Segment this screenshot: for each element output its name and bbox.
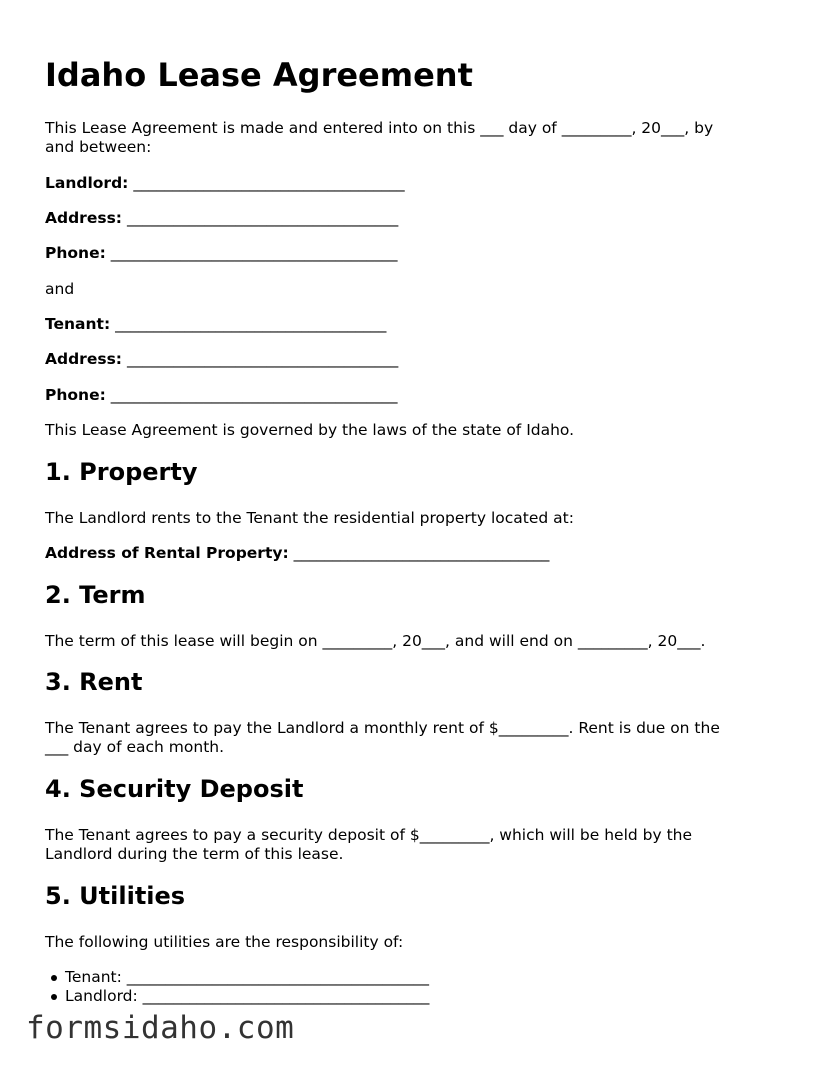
rent-text-line-1: The Tenant agrees to pay the Landlord a monthly rent of $_________. Rent is due on the: [45, 719, 720, 737]
list-item: [65, 968, 429, 987]
utilities-landlord-item: Landlord: _____________________________________: [65, 987, 430, 1005]
landlord-phone-blank: _____________________________________: [110, 244, 398, 262]
tenant-address-line: [45, 350, 398, 369]
intro-line-1: This Lease Agreement is made and entered into on this ___ day of _________, 20___, by: [45, 119, 714, 137]
rental-address-blank: _________________________________: [293, 544, 550, 562]
bullet-icon: [51, 975, 57, 981]
section-property-heading: 1. Property: [45, 458, 198, 486]
deposit-text-line-2: Landlord during the term of this lease.: [45, 845, 344, 863]
term-text: The term of this lease will begin on _________, 20___, and will end on _________, 20___.: [45, 632, 706, 650]
utilities-text: The following utilities are the responsibility of:: [45, 933, 404, 951]
landlord-phone-line: [45, 244, 397, 263]
landlord-address-label: Address:: [45, 209, 122, 227]
tenant-phone-blank: _____________________________________: [110, 386, 398, 404]
landlord-name-blank: ___________________________________: [133, 174, 405, 192]
landlord-name-line: [45, 174, 405, 193]
section-rent-heading: 3. Rent: [45, 668, 143, 696]
intro-line-2: and between:: [45, 138, 152, 156]
section-utilities-heading: 5. Utilities: [45, 882, 186, 910]
rental-address-line: [45, 544, 549, 563]
tenant-address-label: Address:: [45, 350, 122, 368]
deposit-text-line-1: The Tenant agrees to pay a security deposit of $_________, which will be held by the: [45, 826, 693, 844]
governing-law-text: This Lease Agreement is governed by the laws of the state of Idaho.: [45, 421, 575, 439]
and-text: and: [45, 280, 75, 298]
rental-address-label: Address of Rental Property:: [45, 544, 289, 562]
tenant-address-blank: ___________________________________: [126, 350, 399, 368]
tenant-phone-line: [45, 386, 397, 405]
tenant-name-blank: ___________________________________: [115, 315, 387, 333]
watermark: formsidaho.com: [26, 1010, 295, 1046]
landlord-address-blank: ___________________________________: [126, 209, 399, 227]
property-text: The Landlord rents to the Tenant the residential property located at:: [45, 509, 574, 527]
landlord-name-label: Landlord:: [45, 174, 129, 192]
document-title: Idaho Lease Agreement: [45, 56, 473, 94]
tenant-phone-label: Phone:: [45, 386, 106, 404]
rent-text-line-2: ___ day of each month.: [45, 738, 225, 756]
bullet-icon: [51, 994, 57, 1000]
utilities-tenant-item: Tenant: _______________________________________: [65, 968, 429, 986]
section-term-heading: 2. Term: [45, 581, 146, 609]
tenant-name-label: Tenant:: [45, 315, 111, 333]
list-item: [65, 987, 429, 1006]
section-security-deposit-heading: 4. Security Deposit: [45, 775, 304, 803]
tenant-name-line: [45, 315, 386, 334]
landlord-address-line: [45, 209, 398, 228]
landlord-phone-label: Phone:: [45, 244, 106, 262]
